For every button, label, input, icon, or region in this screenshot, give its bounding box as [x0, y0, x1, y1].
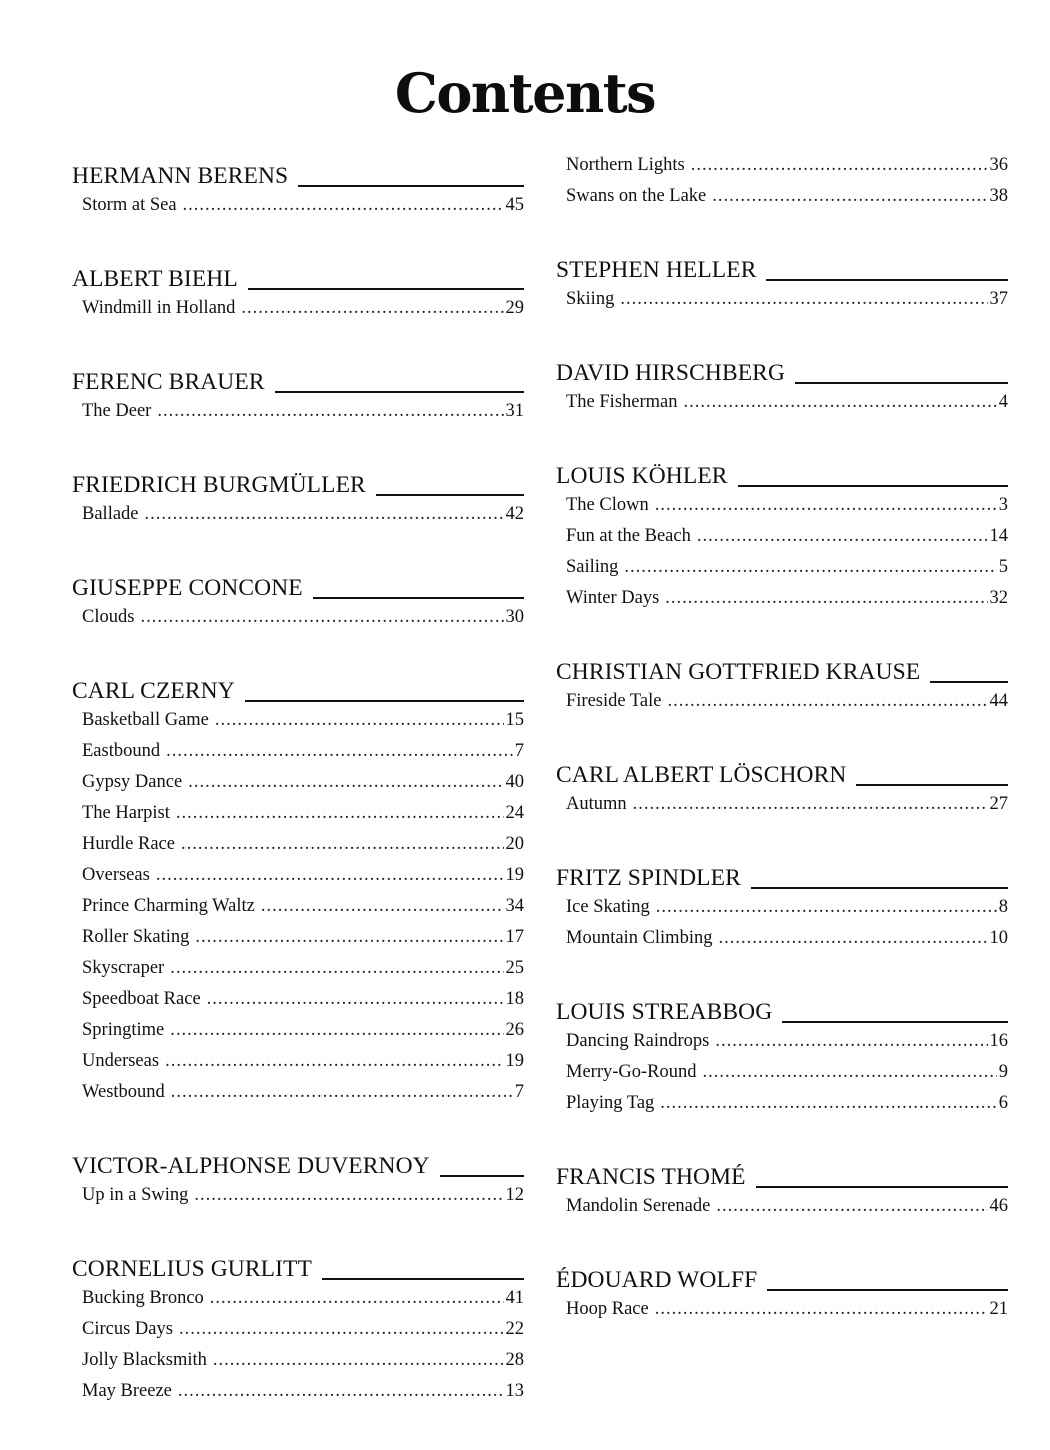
piece-entry	[82, 798, 524, 829]
piece-entry	[82, 602, 524, 633]
piece-list	[72, 602, 524, 633]
composer-section	[556, 250, 1008, 315]
piece-entry	[566, 552, 1008, 583]
page-number: 25	[505, 958, 524, 978]
composer-section	[72, 362, 524, 427]
piece-entry	[82, 396, 524, 427]
composer-rule	[322, 1278, 524, 1280]
page-number: 45	[505, 195, 524, 215]
piece-title: Fun at the Beach	[566, 526, 691, 546]
composer-rule	[795, 382, 1008, 384]
piece-entry	[82, 1180, 524, 1211]
piece-title: Autumn	[566, 794, 627, 814]
piece-title: Underseas	[82, 1051, 160, 1071]
page-number: 44	[989, 691, 1008, 711]
page-number: 42	[505, 504, 524, 524]
dot-leader	[170, 1015, 503, 1046]
piece-list	[72, 705, 524, 1108]
page-number: 41	[505, 1288, 524, 1308]
piece-title: Gypsy Dance	[82, 772, 183, 792]
page-title: Contents	[394, 61, 656, 125]
piece-title: Circus Days	[82, 1319, 173, 1339]
page-number: 4	[998, 392, 1008, 412]
piece-title: Merry-Go-Round	[566, 1062, 697, 1082]
composer-header	[556, 652, 1008, 686]
composer-rule	[751, 887, 1008, 889]
dot-leader	[215, 705, 504, 736]
dot-leader	[181, 829, 504, 860]
piece-entry	[82, 1376, 524, 1407]
piece-list	[72, 1283, 524, 1407]
page-number: 28	[505, 1350, 524, 1370]
piece-entry	[566, 181, 1008, 212]
piece-title: The Deer	[82, 401, 152, 421]
composer-name-stephen-heller: STEPHEN HELLER	[556, 257, 757, 283]
dot-leader	[697, 521, 988, 552]
composer-name-david-hirschberg: DAVID HIRSCHBERG	[556, 360, 786, 386]
piece-title: May Breeze	[82, 1381, 172, 1401]
composer-section	[556, 755, 1008, 820]
composer-header	[556, 1260, 1008, 1294]
contents-right-column	[556, 150, 1008, 1325]
piece-title: Ballade	[82, 504, 139, 524]
composer-section	[556, 652, 1008, 717]
piece-title: Hurdle Race	[82, 834, 175, 854]
piece-entry	[566, 1057, 1008, 1088]
piece-entry	[82, 705, 524, 736]
dot-leader	[667, 686, 987, 717]
page-number: 38	[989, 186, 1008, 206]
piece-title: The Harpist	[82, 803, 170, 823]
page-number: 19	[505, 865, 524, 885]
composer-section	[556, 456, 1008, 614]
page-number: 29	[505, 298, 524, 318]
page-number: 46	[989, 1196, 1008, 1216]
composer-header	[556, 250, 1008, 284]
piece-title: Sailing	[566, 557, 619, 577]
composer-section	[556, 1260, 1008, 1325]
piece-entry	[82, 1314, 524, 1345]
page-number: 16	[989, 1031, 1008, 1051]
dot-leader	[718, 923, 987, 954]
piece-entry	[566, 490, 1008, 521]
piece-entry	[82, 1283, 524, 1314]
page-number: 40	[505, 772, 524, 792]
piece-title: Westbound	[82, 1082, 165, 1102]
piece-title: Bucking Bronco	[82, 1288, 204, 1308]
dot-leader	[171, 1077, 513, 1108]
piece-entry	[82, 1046, 524, 1077]
composer-rule	[767, 1289, 1008, 1291]
piece-entry	[566, 1088, 1008, 1119]
dot-leader	[213, 1345, 504, 1376]
page-number: 32	[989, 588, 1008, 608]
page-number: 18	[505, 989, 524, 1009]
piece-title: Eastbound	[82, 741, 161, 761]
composer-name-hermann-berens: HERMANN BERENS	[72, 163, 289, 189]
page-number: 6	[998, 1093, 1008, 1113]
piece-title: Springtime	[82, 1020, 165, 1040]
piece-title: The Fisherman	[566, 392, 678, 412]
dot-leader	[261, 891, 504, 922]
composer-section	[556, 992, 1008, 1119]
piece-entry	[82, 767, 524, 798]
piece-list	[556, 150, 1008, 212]
dot-leader	[712, 181, 987, 212]
dot-leader	[183, 190, 504, 221]
composer-header	[556, 456, 1008, 490]
page-number: 13	[505, 1381, 524, 1401]
composer-header	[556, 755, 1008, 789]
dot-leader	[156, 860, 504, 891]
composer-name-fritz-spindler: FRITZ SPINDLER	[556, 865, 741, 891]
dot-leader	[166, 736, 513, 767]
composer-header	[556, 992, 1008, 1026]
piece-title: Mandolin Serenade	[566, 1196, 711, 1216]
piece-title: Skiing	[566, 289, 615, 309]
piece-title: Hoop Race	[566, 1299, 649, 1319]
page-number: 24	[505, 803, 524, 823]
composer-section	[556, 353, 1008, 418]
dot-leader	[655, 1294, 988, 1325]
composer-name-edouard-wolff: ÉDOUARD WOLFF	[556, 1267, 758, 1293]
dot-leader	[656, 892, 997, 923]
composer-header	[72, 156, 524, 190]
page-number: 7	[514, 741, 524, 761]
dot-leader	[715, 1026, 987, 1057]
dot-leader	[624, 552, 996, 583]
piece-title: Prince Charming Waltz	[82, 896, 255, 916]
composer-section	[72, 1146, 524, 1211]
piece-entry	[566, 387, 1008, 418]
composer-rule	[440, 1175, 524, 1177]
piece-title: Clouds	[82, 607, 135, 627]
piece-entry	[82, 891, 524, 922]
page-number: 17	[505, 927, 524, 947]
piece-entry	[82, 1015, 524, 1046]
piece-title: Storm at Sea	[82, 195, 177, 215]
composer-rule	[756, 1186, 1008, 1188]
page-number: 34	[505, 896, 524, 916]
page-number: 30	[505, 607, 524, 627]
piece-title: Basketball Game	[82, 710, 209, 730]
dot-leader	[188, 767, 503, 798]
piece-entry	[82, 922, 524, 953]
dot-leader	[207, 984, 504, 1015]
dot-leader	[165, 1046, 503, 1077]
page-number: 37	[989, 289, 1008, 309]
composer-section	[72, 671, 524, 1108]
piece-list	[556, 1026, 1008, 1119]
page-number: 21	[989, 1299, 1008, 1319]
piece-entry	[82, 829, 524, 860]
composer-name-carl-czerny: CARL CZERNY	[72, 678, 235, 704]
piece-entry	[566, 789, 1008, 820]
dot-leader	[210, 1283, 504, 1314]
composer-name-cornelius-gurlitt: CORNELIUS GURLITT	[72, 1256, 312, 1282]
composer-rule	[245, 700, 524, 702]
composer-section	[72, 156, 524, 221]
piece-entry	[566, 892, 1008, 923]
piece-title: Mountain Climbing	[566, 928, 713, 948]
piece-title: Overseas	[82, 865, 150, 885]
dot-leader	[145, 499, 504, 530]
piece-list	[556, 1191, 1008, 1222]
piece-entry	[82, 736, 524, 767]
dot-leader	[241, 293, 503, 324]
page-number: 5	[998, 557, 1008, 577]
page-number: 7	[514, 1082, 524, 1102]
composer-name-ferenc-brauer: FERENC BRAUER	[72, 369, 265, 395]
composer-section	[72, 568, 524, 633]
piece-list	[72, 499, 524, 530]
piece-title: Jolly Blacksmith	[82, 1350, 207, 1370]
composer-header	[72, 671, 524, 705]
composer-name-carl-albert-loschorn: CARL ALBERT LÖSCHORN	[556, 762, 847, 788]
piece-entry	[82, 860, 524, 891]
page-number: 8	[998, 897, 1008, 917]
piece-entry	[82, 293, 524, 324]
dot-leader	[178, 1376, 504, 1407]
composer-name-giuseppe-concone: GIUSEPPE CONCONE	[72, 575, 303, 601]
dot-leader	[684, 387, 997, 418]
composer-header	[556, 353, 1008, 387]
piece-entry	[82, 953, 524, 984]
dot-leader	[179, 1314, 504, 1345]
piece-entry	[566, 583, 1008, 614]
page-number: 3	[998, 495, 1008, 515]
piece-entry	[566, 284, 1008, 315]
piece-title: Skyscraper	[82, 958, 165, 978]
piece-entry	[82, 1345, 524, 1376]
composer-rule	[275, 391, 524, 393]
composer-header	[72, 362, 524, 396]
piece-entry	[566, 1026, 1008, 1057]
piece-title: Ice Skating	[566, 897, 650, 917]
composer-section	[72, 1249, 524, 1407]
composer-header	[72, 568, 524, 602]
piece-title: Winter Days	[566, 588, 660, 608]
composer-rule	[930, 681, 1008, 683]
composer-header	[72, 1249, 524, 1283]
composer-rule	[738, 485, 1008, 487]
dot-leader	[620, 284, 987, 315]
piece-list	[556, 490, 1008, 614]
composer-name-friedrich-burgmuller: FRIEDRICH BURGMÜLLER	[72, 472, 366, 498]
composer-rule	[376, 494, 524, 496]
composer-header	[72, 259, 524, 293]
piece-list	[556, 284, 1008, 315]
page-number: 27	[989, 794, 1008, 814]
composer-rule	[248, 288, 524, 290]
piece-list	[556, 892, 1008, 954]
composer-name-louis-kohler: LOUIS KÖHLER	[556, 463, 728, 489]
piece-title: Swans on the Lake	[566, 186, 707, 206]
piece-title: Fireside Tale	[566, 691, 662, 711]
piece-list	[556, 387, 1008, 418]
piece-title: Roller Skating	[82, 927, 190, 947]
page-number: 36	[989, 155, 1008, 175]
dot-leader	[157, 396, 503, 427]
dot-leader	[703, 1057, 997, 1088]
piece-list	[556, 789, 1008, 820]
page-number: 15	[505, 710, 524, 730]
composer-section	[556, 1157, 1008, 1222]
composer-header	[72, 1146, 524, 1180]
piece-list	[72, 293, 524, 324]
composer-rule	[766, 279, 1008, 281]
piece-title: Windmill in Holland	[82, 298, 236, 318]
piece-title: Up in a Swing	[82, 1185, 189, 1205]
dot-leader	[660, 1088, 996, 1119]
piece-entry	[566, 150, 1008, 181]
dot-leader	[140, 602, 503, 633]
piece-entry	[566, 686, 1008, 717]
page-number: 26	[505, 1020, 524, 1040]
dot-leader	[176, 798, 504, 829]
piece-title: Speedboat Race	[82, 989, 201, 1009]
composer-header	[72, 465, 524, 499]
piece-title: Dancing Raindrops	[566, 1031, 710, 1051]
piece-title: Playing Tag	[566, 1093, 655, 1113]
page-number: 12	[505, 1185, 524, 1205]
composer-rule	[856, 784, 1008, 786]
page-number: 14	[989, 526, 1008, 546]
page-number: 10	[989, 928, 1008, 948]
page-number: 20	[505, 834, 524, 854]
piece-list	[72, 396, 524, 427]
composer-section	[72, 465, 524, 530]
piece-entry	[82, 499, 524, 530]
composer-header	[556, 1157, 1008, 1191]
dot-leader	[194, 1180, 503, 1211]
piece-list	[72, 1180, 524, 1211]
composer-section	[72, 259, 524, 324]
page-number: 22	[505, 1319, 524, 1339]
composer-rule	[782, 1021, 1008, 1023]
dot-leader	[195, 922, 503, 953]
composer-section	[556, 150, 1008, 212]
composer-name-francis-thome: FRANCIS THOMÉ	[556, 1164, 746, 1190]
piece-entry	[566, 923, 1008, 954]
piece-entry	[82, 1077, 524, 1108]
contents-left-column	[72, 150, 524, 1407]
page-number: 9	[998, 1062, 1008, 1082]
dot-leader	[655, 490, 997, 521]
dot-leader	[691, 150, 988, 181]
piece-entry	[82, 984, 524, 1015]
composer-name-louis-streabbog: LOUIS STREABBOG	[556, 999, 773, 1025]
composer-name-albert-biehl: ALBERT BIEHL	[72, 266, 238, 292]
piece-entry	[566, 1191, 1008, 1222]
composer-rule	[313, 597, 524, 599]
piece-title: The Clown	[566, 495, 649, 515]
composer-rule	[298, 185, 524, 187]
piece-list	[556, 1294, 1008, 1325]
dot-leader	[665, 583, 987, 614]
piece-title: Northern Lights	[566, 155, 685, 175]
dot-leader	[170, 953, 503, 984]
composer-header	[556, 858, 1008, 892]
piece-list	[556, 686, 1008, 717]
piece-entry	[82, 190, 524, 221]
composer-section	[556, 858, 1008, 954]
composer-name-victor-alphonse-duvernoy: VICTOR-ALPHONSE DUVERNOY	[72, 1153, 430, 1179]
page-number: 19	[505, 1051, 524, 1071]
dot-leader	[716, 1191, 987, 1222]
composer-name-christian-gottfried-krause: CHRISTIAN GOTTFRIED KRAUSE	[556, 659, 921, 685]
piece-entry	[566, 1294, 1008, 1325]
piece-list	[72, 190, 524, 221]
piece-entry	[566, 521, 1008, 552]
page-number: 31	[505, 401, 524, 421]
dot-leader	[633, 789, 988, 820]
